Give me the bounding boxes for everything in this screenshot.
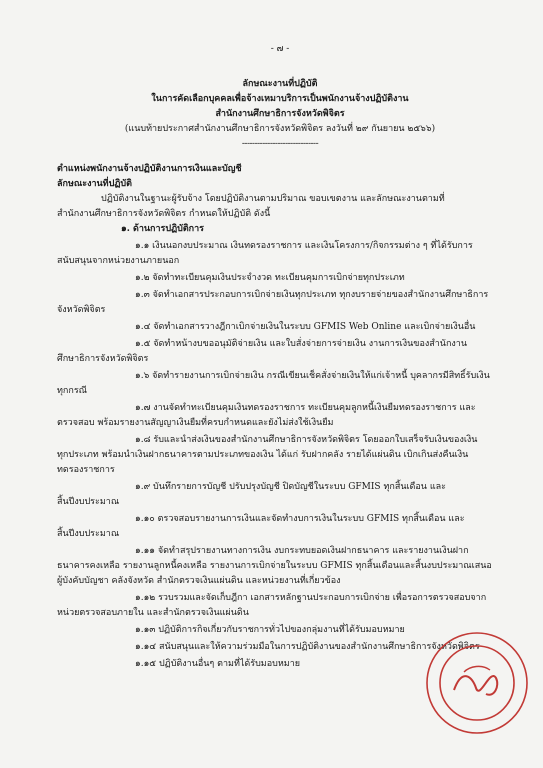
- duty-item: [57, 288, 503, 318]
- section-title: ๑. ด้านการปฏิบัติการ: [121, 224, 205, 234]
- duty-item-line: จังหวัดพิจิตร: [57, 305, 106, 315]
- duty-item-line: ๑.๑๒ รวบรวมและจัดเก็บฎีกา เอกสารหลักฐานประกอบการเบิกจ่าย เพื่อรอการตรวจสอบจาก: [135, 593, 487, 603]
- duty-item-line: ๑.๒ จัดทำทะเบียนคุมเงินประจำงวด ทะเบียนคุมการเบิกจ่ายทุกประเภท: [135, 273, 405, 283]
- duty-item: [57, 239, 503, 269]
- duty-item: [57, 401, 503, 431]
- announcement-reference: (แนบท้ายประกาศสำนักงานศึกษาธิการจังหวัดพิจิตร ลงวันที่ ๒๙ กันยายน ๒๕๖๖): [124, 124, 436, 134]
- duty-item-line: ๑.๕ จัดทำหน้างบขออนุมัติจ่ายเงิน และใบสั่งจ่ายการจ่ายเงิน งานการเงินของสำนักงาน: [135, 339, 468, 349]
- title-line-3: สำนักงานศึกษาธิการจังหวัดพิจิตร: [215, 109, 345, 119]
- duty-item: [57, 433, 503, 478]
- duty-item-line: ตรวจสอบ พร้อมรายงานสัญญาเงินยืมที่ครบกำหนดและยังไม่ส่งใช้เงินยืม: [57, 418, 334, 428]
- official-seal-stamp: [424, 628, 530, 738]
- duty-item: [57, 544, 503, 589]
- duty-item-line: สนับสนุนจากหน่วยงานภายนอก: [57, 256, 180, 266]
- duty-item: [57, 480, 503, 510]
- duty-item-line: ๑.๑๕ ปฏิบัติงานอื่นๆ ตามที่ได้รับมอบหมาย: [135, 659, 301, 669]
- duty-list: [57, 239, 503, 672]
- duty-item-line: ผู้บังคับบัญชา คลังจังหวัด สำนักตรวจเงินแผ่นดิน และหน่วยงานที่เกี่ยวข้อง: [57, 576, 341, 586]
- duty-item-line: ๑.๑๐ ตรวจสอบรายงานการเงินและจัดทำงบการเงินในระบบ GFMIS ทุกสิ้นเดือน และ: [135, 514, 465, 524]
- duty-item-line: ๑.๔ จัดทำเอกสารวางฎีกาเบิกจ่ายเงินในระบบ GFMIS Web Online และเบิกจ่ายเงินอื่น: [135, 322, 476, 332]
- title-line-2: ในการคัดเลือกบุคคลเพื่อจ้างเหมาบริการเป็นพนักงานจ้างปฏิบัติงาน: [151, 94, 409, 104]
- duty-item-line: ๑.๓ จัดทำเอกสารประกอบการเบิกจ่ายเงินทุกประเภท ทุกงบรายจ่ายของสำนักงานศึกษาธิการ: [135, 290, 489, 300]
- page-number: - ๗ -: [270, 44, 290, 54]
- duty-item-line: ทดรองราชการ: [57, 465, 115, 475]
- duty-item-line: หน่วยตรวจสอบภายใน และสำนักตรวจเงินแผ่นดิน: [57, 608, 249, 618]
- duty-item-line: ๑.๑๔ สนับสนุนและให้ความร่วมมือในการปฏิบัติงานของสำนักงานศึกษาธิการจังหวัดพิจิตร: [135, 642, 480, 652]
- duty-item: [57, 337, 503, 367]
- duty-item: [57, 369, 503, 399]
- intro-paragraph: [57, 192, 503, 222]
- duty-item-line: ธนาคารคงเหลือ รายงานลูกหนี้คงเหลือ รายงานการเบิกจ่ายในระบบ GFMIS ทุกสิ้นเดือนและสิ้นงบประมาณเสนอ: [57, 561, 492, 571]
- duty-item: [57, 320, 503, 335]
- separator-line: ------------------------------: [241, 139, 319, 149]
- duty-item-line: สิ้นปีงบประมาณ: [57, 497, 120, 507]
- duty-item-line: ๑.๑๓ ปฏิบัติการกิจเกี่ยวกับราชการทั่วไปของกลุ่มงานที่ได้รับมอบหมาย: [135, 625, 405, 635]
- intro-line: สำนักงานศึกษาธิการจังหวัดพิจิตร กำหนดให้ปฏิบัติ ดังนี้: [57, 209, 271, 219]
- duty-heading: ลักษณะงานที่ปฏิบัติ: [57, 179, 132, 189]
- intro-line: ปฏิบัติงานในฐานะผู้รับจ้าง โดยปฏิบัติงานตามปริมาณ ขอบเขตงาน และลักษณะงานตามที่: [101, 194, 445, 204]
- duty-item-line: ๑.๙ บันทึกรายการบัญชี ปรับปรุงบัญชี ปิดบัญชีในระบบ GFMIS ทุกสิ้นเดือน และ: [135, 482, 446, 492]
- duty-item: [57, 591, 503, 621]
- duty-item-line: สิ้นปีงบประมาณ: [57, 529, 120, 539]
- duty-item-line: ศึกษาธิการจังหวัดพิจิตร: [57, 354, 149, 364]
- position-heading: ตำแหน่งพนักงานจ้างปฏิบัติงานการเงินและบัญชี: [57, 164, 242, 174]
- duty-item: [57, 512, 503, 542]
- title-line-1: ลักษณะงานที่ปฏิบัติ: [242, 79, 318, 89]
- duty-item-line: ๑.๖ จัดทำรายงานการเบิกจ่ายเงิน กรณีเขียนเช็คสั่งจ่ายเงินให้แก่เจ้าหนี้ บุคลากรมีสิทธิ์รับเงิน: [135, 371, 490, 381]
- duty-item-line: ๑.๗ งานจัดทำทะเบียนคุมเงินทดรองราชการ ทะเบียนคุมลูกหนี้เงินยืมทดรองราชการ และ: [135, 403, 476, 413]
- duty-item-line: ๑.๑ เงินนอกงบประมาณ เงินทดรองราชการ และเงินโครงการ/กิจกรรมต่าง ๆ ที่ได้รับการ: [135, 241, 473, 251]
- duty-item-line: ทุกประเภท พร้อมนำเงินฝากธนาคารตามประเภทของเงิน ได้แก่ รับฝากคลัง รายได้แผ่นดิน เบิกเกินส่งคืนเงิน: [57, 450, 469, 460]
- duty-item-line: ทุกกรณี: [57, 386, 88, 396]
- duty-item-line: ๑.๑๑ จัดทำสรุปรายงานทางการเงิน งบกระทบยอดเงินฝากธนาคาร และรายงานเงินฝาก: [135, 546, 469, 556]
- duty-item: [57, 271, 503, 286]
- duty-item-line: ๑.๘ รับและนำส่งเงินของสำนักงานศึกษาธิการจังหวัดพิจิตร โดยออกใบเสร็จรับเงินของเงิน: [135, 435, 478, 445]
